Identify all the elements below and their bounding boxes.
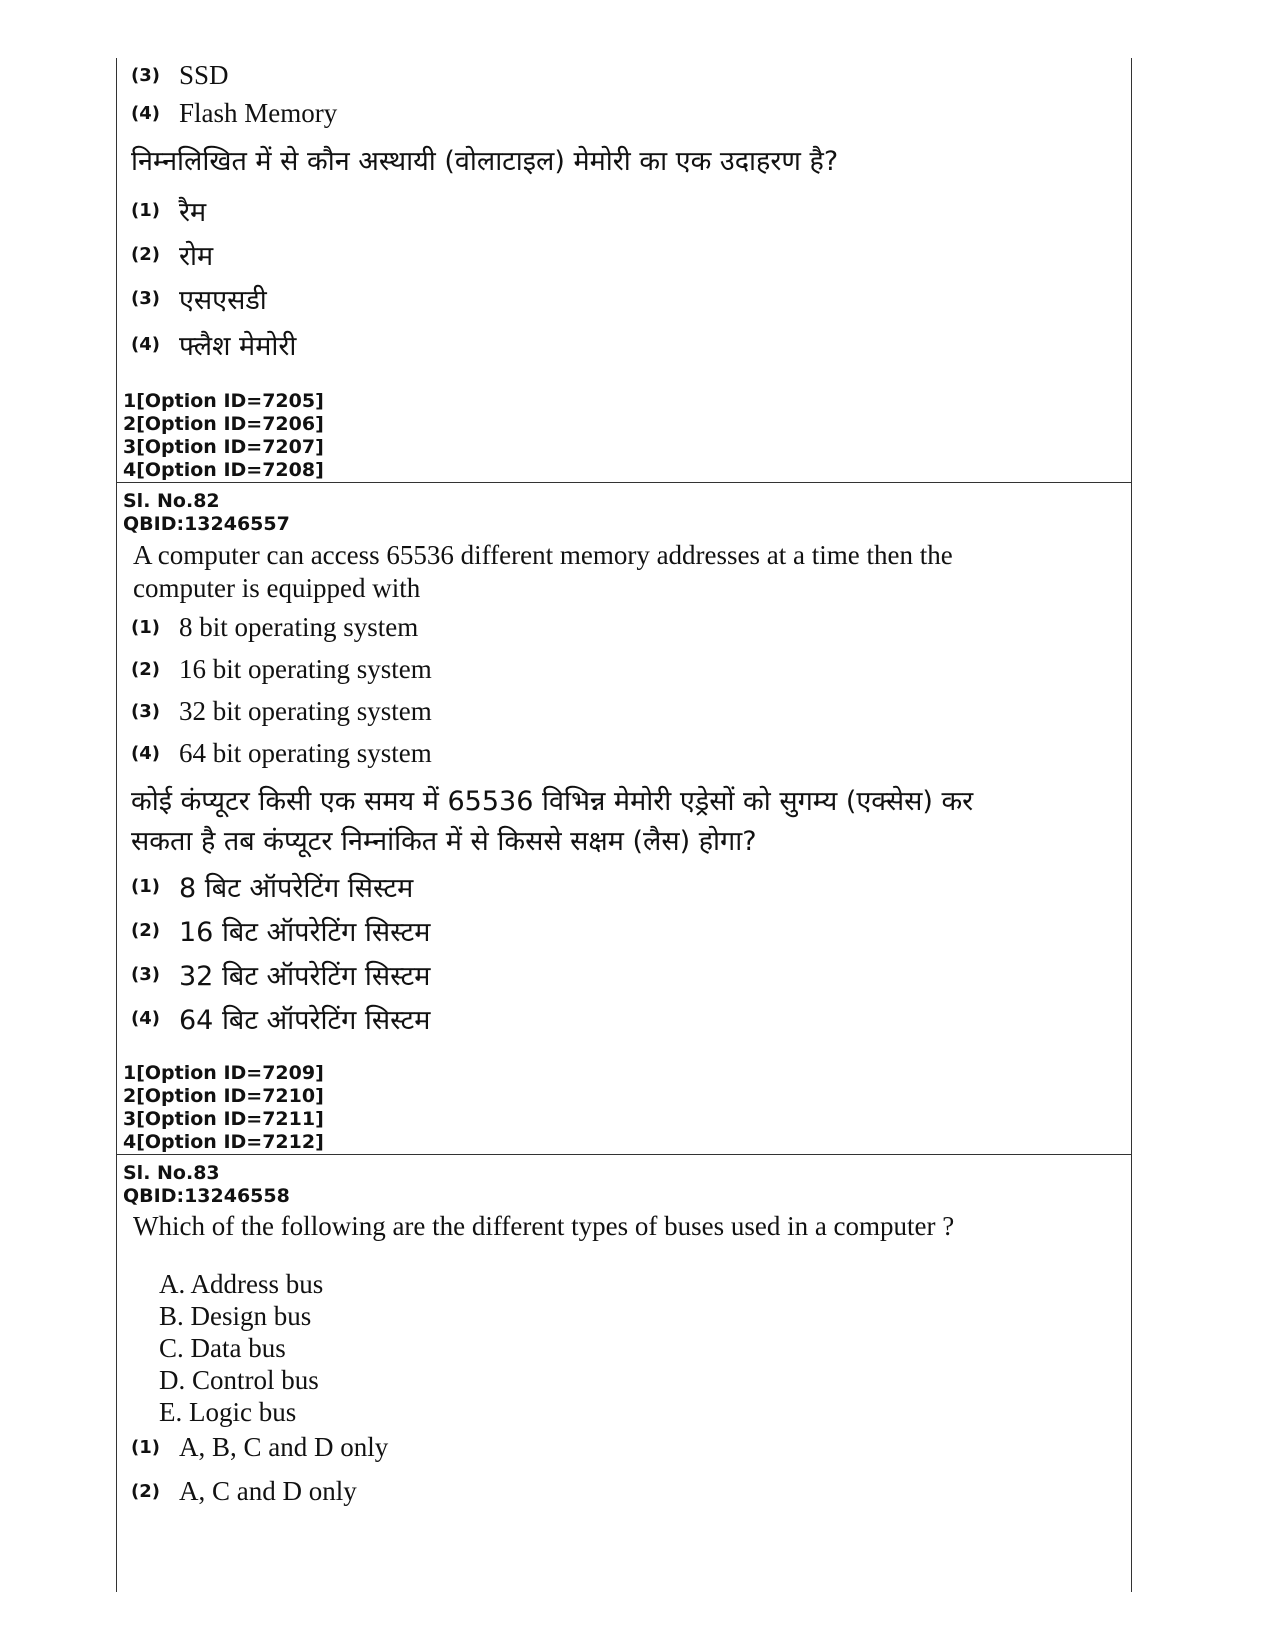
serial-number: Sl. No.82 xyxy=(123,490,220,512)
serial-number: Sl. No.83 xyxy=(123,1162,220,1184)
q82-option-hi-4 xyxy=(131,1000,430,1037)
q82-option-hi-1 xyxy=(131,868,413,905)
q81-option-en-3 xyxy=(131,60,229,91)
option-number: (2) xyxy=(131,244,160,265)
q82-option-en-4 xyxy=(131,738,432,769)
option-id: 4[Option ID=7208] xyxy=(123,459,324,481)
option-text: एसएसडी xyxy=(179,285,267,316)
option-text: 32 bit operating system xyxy=(179,696,432,726)
question-line: computer is equipped with xyxy=(133,573,421,603)
question-divider xyxy=(117,1154,1131,1155)
q83-question-english: Which of the following are the different types of buses used in a computer ? xyxy=(133,1211,955,1241)
option-number: (1) xyxy=(131,1437,160,1458)
option-number: (4) xyxy=(131,1008,160,1029)
option-text: A, C and D only xyxy=(179,1476,357,1506)
q81-option-ids xyxy=(123,390,324,482)
q82-option-ids xyxy=(123,1062,324,1154)
q83-option-en-2 xyxy=(131,1476,357,1507)
option-number: (1) xyxy=(131,876,160,897)
option-text: Flash Memory xyxy=(179,98,338,128)
q82-option-en-2 xyxy=(131,654,432,685)
statement-item: E. Logic bus xyxy=(159,1397,297,1427)
qbid: QBID:13246557 xyxy=(123,513,290,535)
option-text: रोम xyxy=(179,241,214,272)
option-text: 32 बिट ऑपरेटिंग सिस्टम xyxy=(179,961,431,992)
q82-question-hindi xyxy=(131,782,1121,862)
option-text: A, B, C and D only xyxy=(179,1432,389,1462)
question-paper-frame xyxy=(116,58,1132,1592)
q81-option-hi-4 xyxy=(131,326,296,363)
option-text: 8 bit operating system xyxy=(179,612,419,642)
option-number: (2) xyxy=(131,1481,160,1502)
option-text: 16 बिट ऑपरेटिंग सिस्टम xyxy=(179,917,431,948)
statement-item: D. Control bus xyxy=(159,1365,319,1395)
question-line: A computer can access 65536 different memory addresses at a time then the xyxy=(133,540,953,570)
option-number: (3) xyxy=(131,288,160,309)
option-number: (1) xyxy=(131,617,160,638)
option-text: रैम xyxy=(179,197,207,228)
q83-header xyxy=(123,1162,290,1208)
option-text: SSD xyxy=(179,60,229,90)
option-text: 64 बिट ऑपरेटिंग सिस्टम xyxy=(179,1005,431,1036)
q82-question-english xyxy=(133,539,1093,605)
statement-item: B. Design bus xyxy=(159,1301,312,1331)
option-text: फ्लैश मेमोरी xyxy=(179,331,297,362)
option-id: 3[Option ID=7207] xyxy=(123,436,324,458)
q81-option-hi-3 xyxy=(131,280,267,317)
q81-option-hi-1 xyxy=(131,192,206,229)
qbid: QBID:13246558 xyxy=(123,1185,290,1207)
option-id: 4[Option ID=7212] xyxy=(123,1131,324,1153)
q81-option-en-4 xyxy=(131,98,337,129)
question-line: सकता है तब कंप्यूटर निम्नांकित में से किससे सक्षम (लैस) होगा? xyxy=(131,826,757,857)
option-id: 2[Option ID=7206] xyxy=(123,413,324,435)
option-id: 1[Option ID=7209] xyxy=(123,1062,324,1084)
option-text: 8 बिट ऑपरेटिंग सिस्टम xyxy=(179,873,414,904)
option-number: (4) xyxy=(131,743,160,764)
q83-option-en-1 xyxy=(131,1432,388,1463)
q82-option-en-1 xyxy=(131,612,418,643)
q82-option-en-3 xyxy=(131,696,432,727)
option-id: 1[Option ID=7205] xyxy=(123,390,324,412)
q81-question-hindi: निम्नलिखित में से कौन अस्थायी (वोलाटाइल) मेमोरी का एक उदाहरण है? xyxy=(131,146,839,177)
q82-option-hi-3 xyxy=(131,956,430,993)
q82-header xyxy=(123,490,290,536)
option-number: (4) xyxy=(131,103,160,124)
q82-option-hi-2 xyxy=(131,912,430,949)
question-line: कोई कंप्यूटर किसी एक समय में 65536 विभिन्न मेमोरी एड्रेसों को सुगम्य (एक्सेस) कर xyxy=(131,786,974,817)
statement-item: C. Data bus xyxy=(159,1333,286,1363)
q81-option-hi-2 xyxy=(131,236,213,273)
option-number: (1) xyxy=(131,200,160,221)
option-text: 64 bit operating system xyxy=(179,738,432,768)
option-number: (2) xyxy=(131,920,160,941)
statement-item: A. Address bus xyxy=(159,1269,324,1299)
option-number: (2) xyxy=(131,659,160,680)
option-number: (4) xyxy=(131,334,160,355)
option-id: 2[Option ID=7210] xyxy=(123,1085,324,1107)
option-number: (3) xyxy=(131,65,160,86)
option-text: 16 bit operating system xyxy=(179,654,432,684)
option-number: (3) xyxy=(131,964,160,985)
question-divider xyxy=(117,482,1131,483)
q83-statements xyxy=(159,1268,323,1428)
option-id: 3[Option ID=7211] xyxy=(123,1108,324,1130)
option-number: (3) xyxy=(131,701,160,722)
